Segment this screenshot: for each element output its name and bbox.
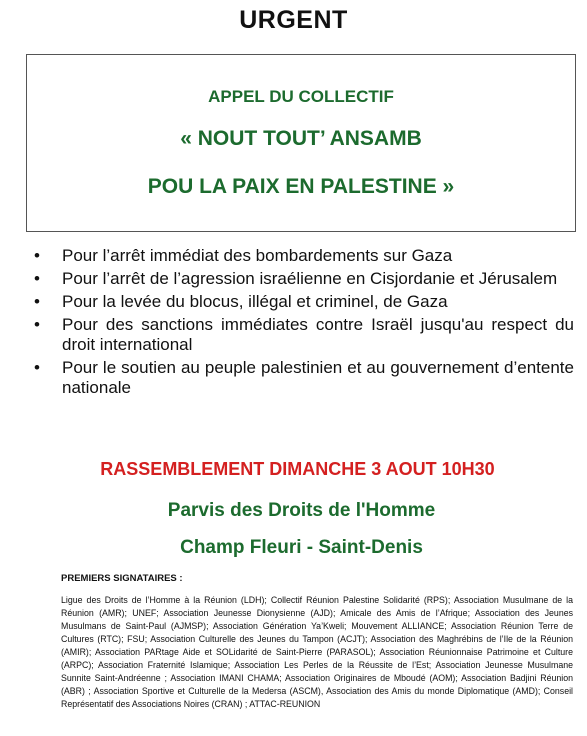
event-title: RASSEMBLEMENT DIMANCHE 3 AOUT 10H30 — [100, 459, 495, 479]
list-item — [34, 292, 574, 312]
list-item — [34, 358, 574, 398]
appeal-heading: APPEL DU COLLECTIF — [208, 87, 394, 106]
bullet-icon: • — [34, 269, 40, 288]
appeal-box — [26, 54, 576, 232]
event-place-line1: Parvis des Droits de l'Homme — [167, 500, 436, 521]
demand-text: Pour le soutien au peuple palestinien et au gouvernement d’entente nationale — [62, 358, 574, 397]
demand-text: Pour des sanctions immédiates contre Israël jusqu'au respect du droit international — [62, 315, 574, 354]
collective-name-line1: « NOUT TOUT’ ANSAMB — [180, 127, 422, 150]
page-title: URGENT — [239, 6, 348, 34]
list-item — [34, 315, 574, 355]
list-item — [34, 269, 574, 289]
demands-list — [34, 246, 574, 401]
demand-text: Pour l’arrêt de l’agression israélienne en Cisjordanie et Jérusalem — [62, 269, 558, 288]
signatories-heading: PREMIERS SIGNATAIRES : — [61, 573, 183, 584]
collective-name-line2: POU LA PAIX EN PALESTINE » — [147, 175, 455, 198]
bullet-icon: • — [34, 358, 40, 377]
bullet-icon: • — [34, 246, 40, 265]
demand-text: Pour la levée du blocus, illégal et criminel, de Gaza — [62, 292, 448, 311]
bullet-icon: • — [34, 315, 40, 334]
signatories-list: Ligue des Droits de l’Homme à la Réunion (LDH); Collectif Réunion Palestine Solidarité (RPS); Association Musulmane de la Réunion (AMR); UNEF; Association Jeunesse Dionysienne (AJD); Amicale des Amis de l’Afrique; Association des Jeunes Musulmans de Saint-Paul (AJMSP); Association Génération Ya’Kweli; Mouvement ALLIANCE; Association Réunion Terre de Cultures (RTC); FSU; Association Culturelle des Jeunes du Tampon (ACJT); Association des Maghrébins de l’Ile de la Réunion (AMIR); Association PARtage Aide et SOLidarité de Saint-Pierre (PARASOL); Association Réunionnaise Patrimoine et Culture (ARPC); Association Fraternité Islamique; Association Les Perles de la Réussite de l’Est; Association Jeunesse Musulmane Sunnite Saint-Andréenne ; Association IMANI CHAMA; Association Originaires de Mboudé (AOM); Association Badjini Réunion (ABR) ; Association Sportive et Culturelle de la Medersa (ASCM), Association des Amis du monde Diplomatique (AMD); Conseil Représentatif des Associations Noires (CRAN) ; ATTAC-REUNION — [61, 595, 573, 709]
list-item — [34, 246, 574, 266]
bullet-icon: • — [34, 292, 40, 311]
demand-text: Pour l’arrêt immédiat des bombardements sur Gaza — [62, 246, 453, 265]
event-place-line2: Champ Fleuri - Saint-Denis — [180, 537, 423, 558]
